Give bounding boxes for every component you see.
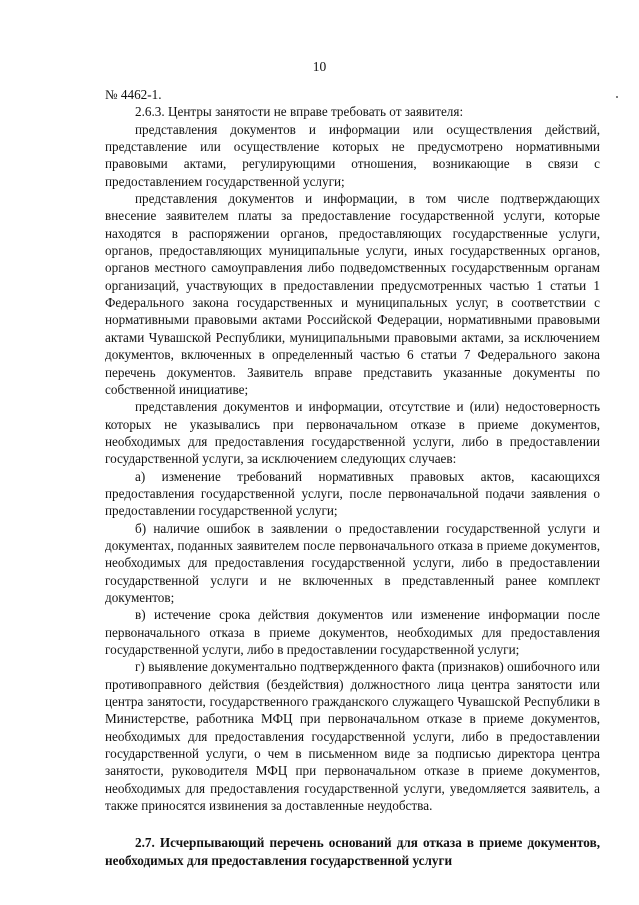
list-item-v: в) истечение срока действия документов или изменение информации после первоначального отказа в приеме документов, необходимых для предоставления государственной услуги, либо в предоставлении государственной услуги; xyxy=(105,607,600,657)
paragraph: представления документов и информации, отсутствие и (или) недостоверность которых не указывались при первоначальном отказе в приеме документов, необходимых для предоставления государственной услуги, либо в предоставлении государственной услуги, за исключением следующих случаев: xyxy=(105,399,600,467)
paragraph: представления документов и информации или осуществления действий, представление или осуществление которых не предусмотрено нормативными правовыми актами, регулирующими отношения, возникающие в связи с предоставлением государственной услуги; xyxy=(105,121,600,189)
paragraph: представления документов и информации, в том числе подтверждающих внесение заявителем платы за предоставление государственной услуги, которые находятся в распоряжении органов, предоставляющих государственные услуги, органов, предоставляющих муниципальные услуги, иных государственных органов, органов местного самоуправления либо подведомственных государственным органам организаций, участвующих в предоставлении предусмотренных частью 1 статьи 1 Федерального закона государственных и муниципальных услуг, в соответствии с нормативными правовыми актами Российской Федерации, нормативными правовыми актами Чувашской Республики, муниципальными правовыми актами, за исключением документов, включенных в определенный частью 6 статьи 7 Федерального закона перечень документов. Заявитель вправе представить указанные документы по собственной инициативе; xyxy=(105,191,600,397)
page-number: 10 xyxy=(312,59,327,74)
list-item-a: а) изменение требований нормативных правовых актов, касающихся предоставления государственной услуги, после первоначальной подачи заявления о предоставлении государственной услуги; xyxy=(105,468,600,519)
section-heading-2-7: 2.7. Исчерпывающий перечень оснований для отказа в приеме документов, необходимых для предоставления государственной услуги xyxy=(105,835,600,868)
list-item-b: б) наличие ошибок в заявлении о предоставлении государственной услуги и документах, поданных заявителем после первоначального отказа в приеме документов, необходимых для предоставления государственной услуги, либо в предоставлении государственной услуги и не включенных в представленный ранее комплект документов; xyxy=(105,520,600,605)
scan-speck xyxy=(616,96,618,98)
document-body xyxy=(105,86,600,869)
document-reference: № 4462-1. xyxy=(105,87,162,102)
clause-2-6-3-title: 2.6.3. Центры занятости не вправе требовать от заявителя: xyxy=(135,104,464,120)
list-item-g: г) выявление документально подтвержденного факта (признаков) ошибочного или противоправного действия (бездействия) должностного лица центра занятости или центра занятости, государственного гражданского служащего Чувашской Республики в Министерстве, работника МФЦ при первоначальном отказе в приеме документов, необходимых для предоставления государственной услуги, либо в предоставлении государственной услуги, о чем в письменном виде за подписью директора центра занятости, руководителя МФЦ при первоначальном отказе в приеме документов, необходимых для предоставления государственной услуги, уведомляется заявитель, а также приносятся извинения за доставленные неудобства. xyxy=(105,659,600,814)
